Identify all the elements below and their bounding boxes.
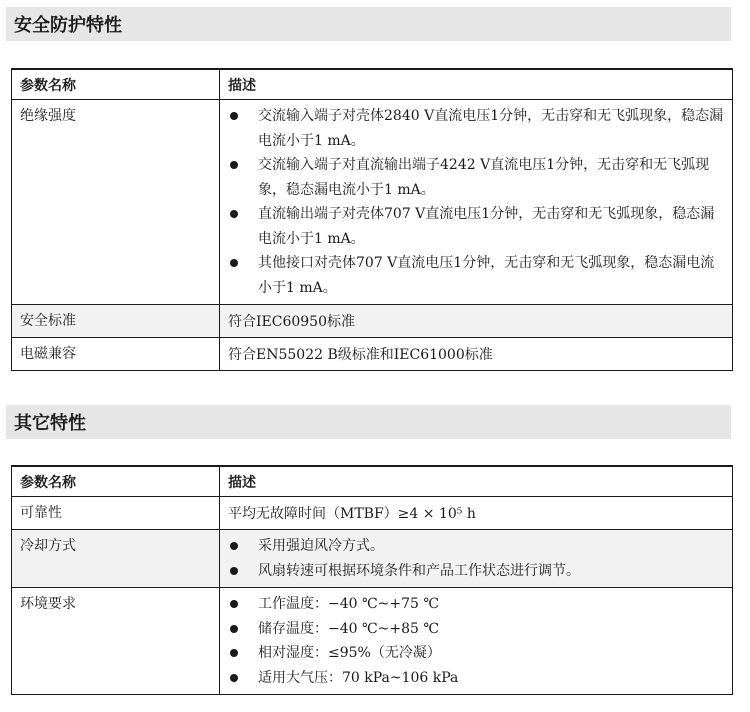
other-spec-table xyxy=(11,465,733,695)
table-header-row xyxy=(12,466,733,497)
table-header-row xyxy=(12,69,733,100)
list-item: 储存温度：−40 ℃~+85 ℃ xyxy=(228,617,724,642)
param-desc: 平均无故障时间（MTBF）≥4 × 10⁵ h xyxy=(220,497,733,530)
param-desc: 符合EN55022 B级标准和IEC61000标准 xyxy=(220,338,733,371)
section-title-other xyxy=(6,405,731,439)
bullet-icon xyxy=(230,674,238,682)
bullet-icon xyxy=(230,600,238,608)
param-name: 电磁兼容 xyxy=(12,338,220,371)
table-row xyxy=(12,588,733,695)
section-title-text: 安全防护特性 xyxy=(14,15,122,36)
header-param: 参数名称 xyxy=(12,466,220,497)
bullet-list xyxy=(228,588,724,694)
bullet-list xyxy=(228,100,724,304)
table-row xyxy=(12,338,733,371)
param-desc xyxy=(220,588,733,695)
list-item: 风扇转速可根据环境条件和产品工作状态进行调节。 xyxy=(228,559,724,584)
list-item: 其他接口对壳体707 V直流电压1分钟，无击穿和无飞弧现象，稳态漏电流小于1 mA。 xyxy=(228,251,724,300)
table-row xyxy=(12,497,733,530)
section-title-text: 其它特性 xyxy=(14,413,86,434)
bullet-icon xyxy=(230,259,238,267)
table-row xyxy=(12,530,733,588)
param-desc: 符合IEC60950标准 xyxy=(220,305,733,338)
bullet-icon xyxy=(230,542,238,550)
header-desc: 描述 xyxy=(220,466,733,497)
table-row xyxy=(12,305,733,338)
list-item: 工作温度：−40 ℃~+75 ℃ xyxy=(228,592,724,617)
safety-spec-table xyxy=(11,68,733,371)
bullet-icon xyxy=(230,210,238,218)
list-item: 交流输入端子对壳体2840 V直流电压1分钟，无击穿和无飞弧现象，稳态漏电流小于1 mA。 xyxy=(228,104,724,153)
bullet-icon xyxy=(230,161,238,169)
header-param: 参数名称 xyxy=(12,69,220,100)
list-item: 直流输出端子对壳体707 V直流电压1分钟，无击穿和无飞弧现象，稳态漏电流小于1 mA。 xyxy=(228,202,724,251)
list-item: 适用大气压：70 kPa~106 kPa xyxy=(228,666,724,691)
section-title-safety xyxy=(6,7,731,41)
param-name: 安全标准 xyxy=(12,305,220,338)
param-name: 绝缘强度 xyxy=(12,100,220,305)
param-desc xyxy=(220,530,733,588)
header-desc: 描述 xyxy=(220,69,733,100)
param-name: 可靠性 xyxy=(12,497,220,530)
table-row xyxy=(12,100,733,305)
param-name: 冷却方式 xyxy=(12,530,220,588)
bullet-icon xyxy=(230,567,238,575)
param-name: 环境要求 xyxy=(12,588,220,695)
list-item: 相对湿度：≤95%（无冷凝） xyxy=(228,641,724,666)
bullet-icon xyxy=(230,649,238,657)
list-item: 采用强迫风冷方式。 xyxy=(228,534,724,559)
list-item: 交流输入端子对直流输出端子4242 V直流电压1分钟，无击穿和无飞弧现象，稳态漏电流小于1 mA。 xyxy=(228,153,724,202)
bullet-icon xyxy=(230,112,238,120)
param-desc xyxy=(220,100,733,305)
bullet-icon xyxy=(230,625,238,633)
bullet-list xyxy=(228,530,724,587)
